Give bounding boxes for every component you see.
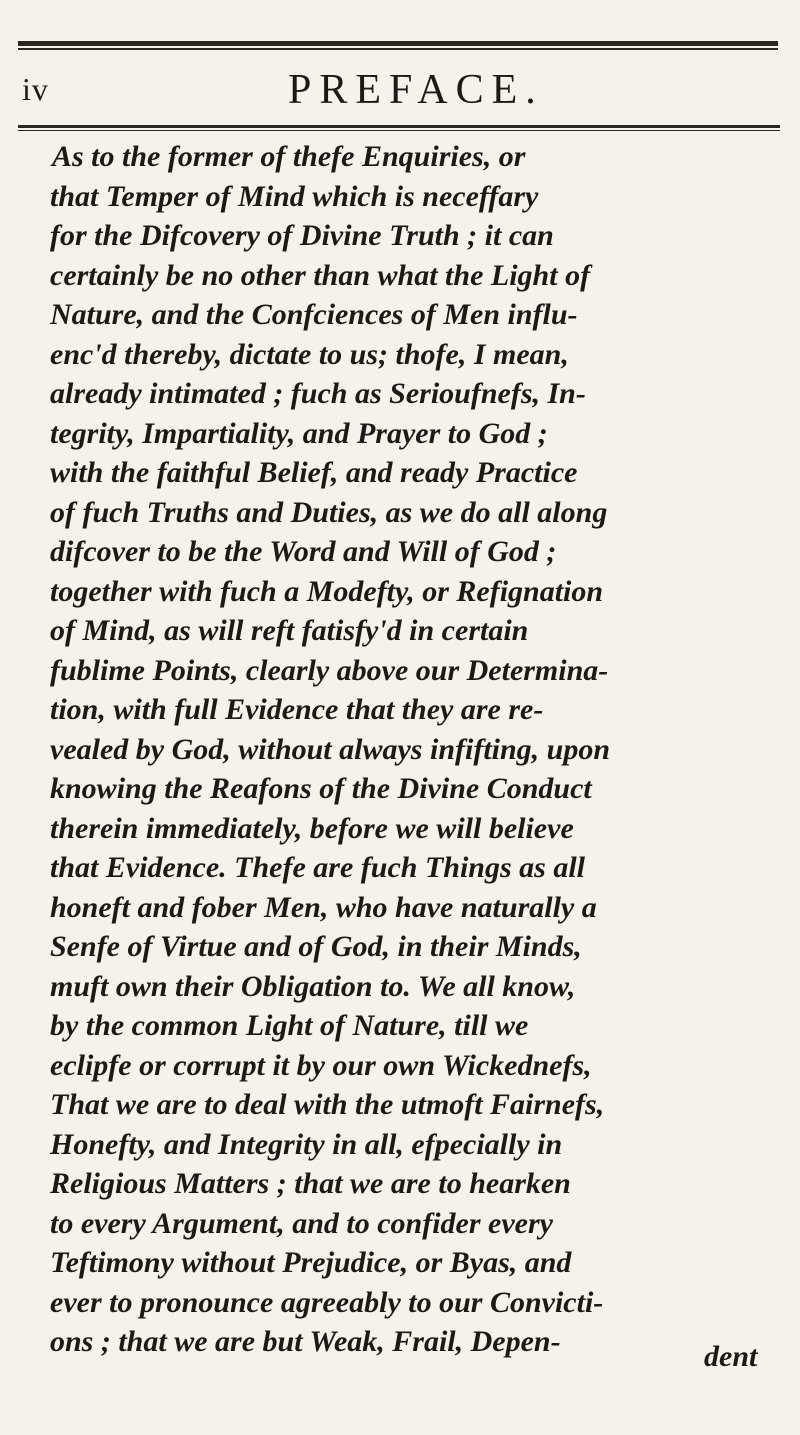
text-line: vealed by God, without always infifting, upon [50, 732, 611, 766]
text-line: That we are to deal with the utmoft Fairnefs, [50, 1088, 605, 1121]
text-line: Religious Matters ; that we are to hearken [50, 1167, 571, 1200]
text-line: Honefty, and Integrity in all, efpecially in [50, 1127, 563, 1161]
text-line: that Temper of Mind which is neceffary [50, 179, 539, 213]
text-line: with the faithful Belief, and ready Practice [50, 456, 578, 489]
text-line: to every Argument, and to confider every [50, 1206, 553, 1240]
text-line: of Mind, as will reft fatisfy'd in certain [50, 614, 529, 647]
text-line: therein immediately, before we will believe [50, 811, 574, 845]
text-line: eclipfe or corrupt it by our own Wickednefs, [50, 1048, 592, 1082]
text-line: fublime Points, clearly above our Determina- [50, 653, 609, 687]
text-line: knowing the Reafons of the Divine Conduct [50, 772, 592, 805]
text-line: that Evidence. Thefe are fuch Things as all [50, 851, 585, 884]
text-line: ons ; that we are but Weak, Frail, Depen- [50, 1325, 561, 1358]
text-line: tegrity, Impartiality, and Prayer to God ; [50, 416, 548, 450]
catchword: dent [704, 1340, 758, 1373]
text-line: for the Difcovery of Divine Truth ; it can [50, 219, 554, 252]
top-border-rule [18, 41, 778, 46]
running-head: PREFACE. [288, 67, 544, 113]
text-line: tion, with full Evidence that they are re- [50, 693, 544, 726]
page-number: iv [22, 71, 49, 107]
text-line: Nature, and the Confciences of Men influ- [50, 298, 578, 331]
text-line: As to the former of thefe Enquiries, or [52, 140, 526, 173]
text-line: honeft and fober Men, who have naturally a [50, 890, 597, 924]
text-line: Senfe of Virtue and of God, in their Minds, [50, 930, 582, 963]
head-rule [18, 125, 780, 128]
text-line: muft own their Obligation to. We all know, [50, 969, 576, 1003]
text-line: by the common Light of Nature, till we [50, 1009, 529, 1042]
text-line: already intimated ; fuch as Serioufnefs, In- [50, 377, 586, 410]
head-rule-thin [18, 130, 780, 131]
text-line: ever to pronounce agreeably to our Convicti- [50, 1285, 604, 1319]
text-line: together with fuch a Modefty, or Refignation [50, 574, 604, 608]
top-border-rule-thin [18, 48, 778, 50]
text-line: enc'd thereby, dictate to us; thofe, I mean, [50, 337, 569, 371]
text-line: difcover to be the Word and Will of God ; [50, 535, 557, 568]
text-line: Teftimony without Prejudice, or Byas, and [50, 1246, 572, 1279]
text-line: certainly be no other than what the Light of [50, 258, 591, 292]
text-line: of fuch Truths and Duties, as we do all along [50, 495, 608, 529]
